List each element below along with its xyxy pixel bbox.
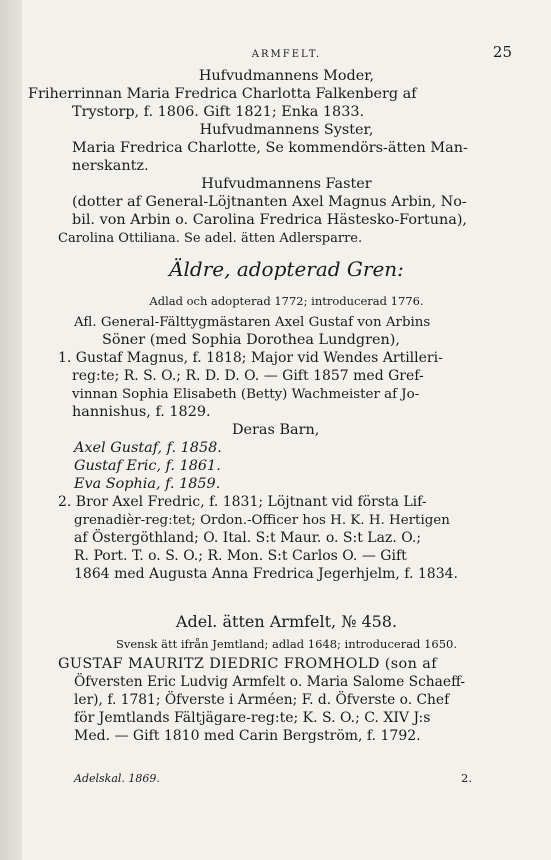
- book-page: [22, 0, 551, 860]
- text-line: reg:te; R. S. O.; R. D. D. O. — Gift 1857 med Gref-: [72, 368, 424, 384]
- text-line: ler), f. 1781; Öfverste i Arméen; F. d. Öfverste o. Chef: [74, 692, 450, 708]
- text-line: Hufvudmannens Moder,: [198, 68, 375, 84]
- text-line: Carolina Ottiliana. Se adel. ätten Adlersparre.: [58, 231, 363, 246]
- text-line: Gustaf Eric, f. 1861.: [74, 458, 221, 474]
- text-line: 1864 med Augusta Anna Fredrica Jegerhjelm, f. 1834.: [74, 566, 458, 582]
- text-line: Adlad och adopterad 1772; introducerad 1776.: [149, 294, 424, 308]
- text-line: Deras Barn,: [232, 422, 320, 438]
- text-line: Afl. General-Fälttygmästaren Axel Gustaf von Arbins: [74, 315, 431, 330]
- text-line: Söner (med Sophia Dorothea Lundgren),: [102, 332, 400, 348]
- page-gutter: [0, 0, 22, 860]
- text-line: bil. von Arbin o. Carolina Fredrica Hästesko-Fortuna),: [72, 212, 468, 228]
- page-number: 25: [492, 43, 512, 61]
- text-line: Svensk ätt ifrån Jemtland; adlad 1648; introducerad 1650.: [116, 637, 457, 651]
- text-line: 2. Bror Axel Fredric, f. 1831; Löjtnant vid första Lif-: [58, 494, 427, 510]
- text-line: grenadièr-reg:tet; Ordon.-Officer hos H. K. H. Hertigen: [74, 513, 450, 528]
- text-line: Friherrinnan Maria Fredrica Charlotta Falkenberg af: [28, 86, 417, 102]
- text-line: R. Port. T. o. S. O.; R. Mon. S:t Carlos O. — Gift: [74, 548, 407, 564]
- text-line: Öfversten Eric Ludvig Armfelt o. Maria Salome Schaeff-: [74, 674, 466, 690]
- footer-gathering: 2.: [461, 771, 472, 785]
- text-line: vinnan Sophia Elisabeth (Betty) Wachmeister af Jo-: [72, 387, 420, 402]
- footer-signature: Adelskal. 1869.: [74, 772, 160, 785]
- text-line: nerskantz.: [72, 158, 149, 174]
- text-line: för Jemtlands Fältjägare-reg:te; K. S. O.; C. XIV J:s: [74, 710, 431, 726]
- text-line: Med. — Gift 1810 med Carin Bergström, f. 1792.: [74, 728, 421, 744]
- section-heading: Äldre, adopterad Gren:: [169, 257, 404, 281]
- text-line: Trystorp, f. 1806. Gift 1821; Enka 1833.: [72, 104, 365, 120]
- running-title: ARMFELT.: [251, 49, 322, 60]
- text-line: Axel Gustaf, f. 1858.: [74, 440, 222, 456]
- text-line: 1. Gustaf Magnus, f. 1818; Major vid Wendes Artilleri-: [58, 350, 443, 366]
- text-line: (dotter af General-Löjtnanten Axel Magnus Arbin, No-: [72, 194, 467, 210]
- text-line: Maria Fredrica Charlotte, Se kommendörs-ätten Man-: [72, 140, 468, 156]
- text-line: Hufvudmannens Syster,: [199, 122, 374, 138]
- text-line: GUSTAF MAURITZ DIEDRIC FROMHOLD (son af: [58, 656, 437, 672]
- text-line: Hufvudmannens Faster: [201, 176, 372, 192]
- text-line: hannishus, f. 1829.: [72, 404, 211, 420]
- text-line: af Östergöthland; O. Ital. S:t Maur. o. S:t Laz. O.;: [74, 530, 422, 546]
- text-line: Eva Sophia, f. 1859.: [74, 476, 221, 492]
- family-heading: Adel. ätten Armfelt, № 458.: [175, 612, 398, 631]
